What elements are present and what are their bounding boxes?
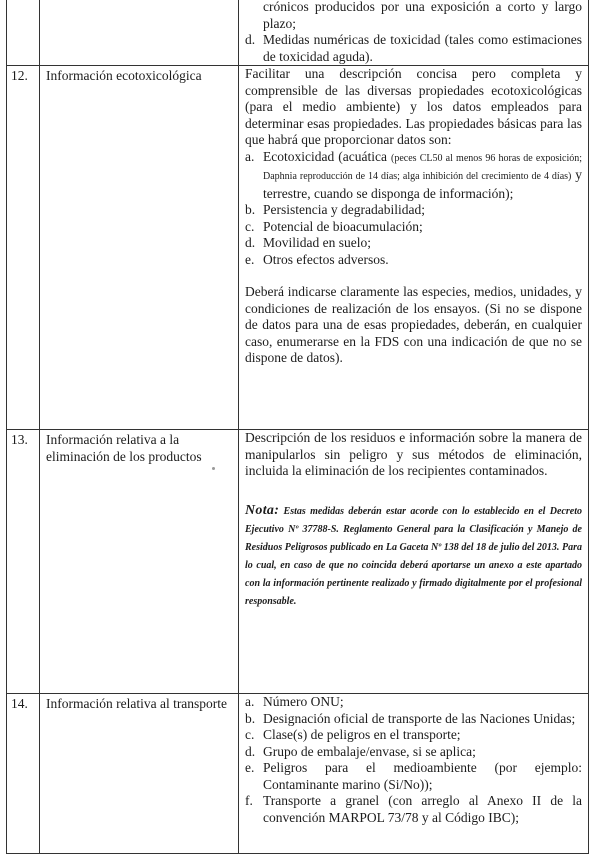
list-marker: e. [245,760,255,775]
section-number-cell: 13. [7,430,40,694]
note-label: Nota: [245,502,280,518]
note-text: Estas medidas deberán estar acorde con lo establecido en el Decreto Ejecutivo Nº 37788-S. Reglamento General para la Clasificación y Manejo de Residuos Peligrosos publicado en La Gaceta Nº 138 del 18 de julio del 2013. Para lo cual, en caso de que no coincida deberá aportarse un anexo a este apartado con la información pertinente realizado y firmado digitalmente por el profesional responsable. [245,505,583,607]
section-body-text: Descripción de los residuos e información sobre la manera de manipularlos sin peligro y sus métodos de eliminación, incluida la eliminación de los recipientes contaminados. [245,430,582,478]
disposal-note [245,502,582,611]
list-item [245,0,582,32]
list-text: Número ONU; [263,694,344,709]
list-text: Designación oficial de transporte de las Naciones Unidas; [263,710,576,726]
list-item [245,744,582,761]
section-description-cell [239,0,589,66]
list-text: Grupo de embalaje/envase, si se aplica; [263,743,476,759]
section-title-cell: Información relativa a la eliminación de los productos [40,430,239,694]
list-text: Movilidad en suelo; [263,235,371,250]
list-text: Persistencia y degradabilidad; [263,202,425,217]
section-title-cell: Información relativa al transporte [40,694,239,854]
table-row [7,66,589,430]
spacer [245,480,582,502]
section-number-cell: 12. [7,66,40,430]
list-item [245,252,582,269]
list-marker: b. [245,710,256,726]
list-marker: a. [245,694,255,709]
list-text [263,149,582,203]
scan-speck [212,467,215,470]
section-description-cell [239,66,589,430]
ecotoxicity-end-text: y terrestre, cuando se disponga de información); [263,167,582,201]
list-marker: e. [245,251,255,267]
list-text: Clase(s) de peligros en el transporte; [263,727,461,742]
section-description-cell [239,430,589,694]
list-marker: d. [245,32,256,47]
section-intro-text: Facilitar una descripción concisa pero completa y comprensible de las diversas propiedades ecotoxicológicas (para el medio ambiente) y los datos empleados para determinar esas propiedades. Las propiedades básicas para las que habrá que proporcionar datos son: [245,66,582,147]
list-marker: b. [245,202,256,217]
section-number-cell: 14. [7,694,40,854]
list-item [245,793,582,826]
list-item [245,694,582,711]
table-row [7,694,589,854]
list-item [245,711,582,728]
section-title-cell: Información ecotoxicológica [40,66,239,430]
sds-section-table [6,0,589,854]
list-text: Medidas numéricas de toxicidad (tales como estimaciones de toxicidad aguda). [263,32,582,64]
list-item [245,727,582,744]
list-marker: a. [245,148,255,164]
list-item [245,219,582,236]
list-text: Potencial de bioacumulación; [263,218,423,234]
list-text: crónicos producidos por una exposición a corto y largo plazo; [263,0,582,31]
list-marker: f. [245,793,253,808]
section-title-cell [40,0,239,66]
list-text: Otros efectos adversos. [263,251,389,267]
list-text: Peligros para el medioambiente (por ejemplo: Contaminante marino (Si/No)); [263,760,582,792]
list-item [245,235,582,252]
table-row [7,0,589,66]
spacer [245,268,582,284]
section-number-cell [7,0,40,66]
list-marker: d. [245,235,256,250]
list-item [245,149,582,203]
list-marker: c. [245,727,255,742]
list-text: Transporte a granel (con arreglo al Anexo II de la convención MARPOL 73/78 y al Código IBC); [263,793,582,825]
ecotoxicity-text: Ecotoxicidad (acuática [263,148,387,164]
list-item [245,760,582,793]
ecotoxicity-detail-text: (peces CL50 al menos 96 horas de exposición; Daphnia reproducción de 14 días; alga inhibición del crecimiento de 4 días) [263,152,583,182]
section-closing-text: Deberá indicarse claramente las especies, medios, unidades, y condiciones de realización de los ensayos. (Si no se dispone de datos para una de esas propiedades, deberán, en cualquier caso, enumerarse en la FDS con una indicación de que no se dispone de datos). [245,284,582,365]
list-item [245,202,582,219]
list-marker: d. [245,743,256,759]
table-row [7,430,589,694]
list-marker [245,0,263,32]
list-marker: c. [245,218,255,234]
section-description-cell [239,694,589,854]
list-item [245,32,582,65]
